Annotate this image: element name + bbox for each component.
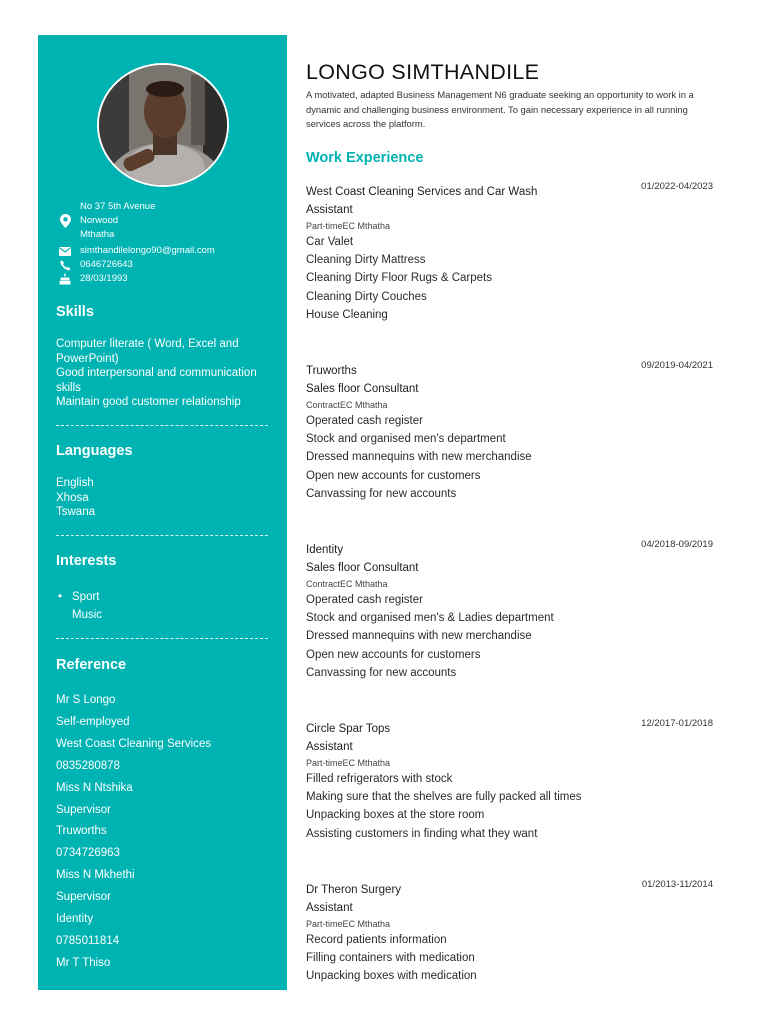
email-row xyxy=(56,244,276,258)
location-pin-icon xyxy=(58,214,72,228)
job-type: ContractEC Mthatha xyxy=(306,400,388,410)
reference-item: Supervisor xyxy=(56,891,111,904)
resume-header xyxy=(306,60,716,132)
job-duty: Open new accounts for customers xyxy=(306,469,481,482)
job-role: Sales floor Consultant xyxy=(306,562,419,574)
reference-item: Supervisor xyxy=(56,803,111,816)
job-dates: 04/2018-09/2019 xyxy=(641,539,713,550)
reference-item: 0835280878 xyxy=(56,759,120,772)
skill-item: Maintain good customer relationship xyxy=(56,396,241,408)
divider xyxy=(56,425,268,426)
contact-info xyxy=(56,200,276,286)
work-experience-heading: Work Experience xyxy=(306,150,424,166)
interest-item xyxy=(58,588,102,606)
job-dates: 09/2019-04/2021 xyxy=(641,360,713,371)
profile-photo xyxy=(97,63,229,187)
job-company: Dr Theron Surgery xyxy=(306,884,402,896)
language-item: English xyxy=(56,477,94,489)
job-type: ContractEC Mthatha xyxy=(306,579,388,589)
phone-text: 0646726643 xyxy=(80,259,133,270)
reference-heading: Reference xyxy=(56,657,127,673)
reference-item: Mr S Longo xyxy=(56,694,116,706)
reference-item: 0734726963 xyxy=(56,847,120,860)
reference-list xyxy=(56,690,271,975)
reference-item: Miss N Mkhethi xyxy=(56,869,135,882)
interest-label: Sport xyxy=(72,591,100,603)
job-entry xyxy=(306,541,716,682)
job-company: Identity xyxy=(306,544,344,556)
job-duty: Assisting customers in finding what they want xyxy=(306,827,538,840)
divider xyxy=(56,535,268,536)
language-item: Xhosa xyxy=(56,491,89,504)
interests-heading: Interests xyxy=(56,553,117,569)
phone-row xyxy=(56,258,276,272)
summary-text: A motivated, adapted Business Management N6 graduate seeking an opportunity to work in a dynamic and challenging business environment. To gain necessary experience in all running services across the platform. xyxy=(306,89,694,130)
job-duty: House Cleaning xyxy=(306,308,388,321)
job-company: Circle Spar Tops xyxy=(306,723,391,735)
address xyxy=(56,200,276,242)
skills-heading: Skills xyxy=(56,304,94,320)
job-duty: Stock and organised men's & Ladies department xyxy=(306,612,554,625)
job-role: Sales floor Consultant xyxy=(306,383,419,395)
reference-item: 0785011814 xyxy=(56,934,120,947)
reference-item: Mr T Thiso xyxy=(56,956,111,969)
email-text: simthandilelongo90@gmail.com xyxy=(80,245,215,256)
languages-list xyxy=(56,476,271,520)
reference-item: Identity xyxy=(56,913,94,926)
job-role: Assistant xyxy=(306,902,353,914)
reference-item: West Coast Cleaning Services xyxy=(56,737,212,750)
job-duty: Canvassing for new accounts xyxy=(306,487,457,500)
job-duty: Filling containers with medication xyxy=(306,952,475,965)
job-role: Assistant xyxy=(306,741,353,753)
skill-item: Computer literate ( Word, Excel and PowerPoint) xyxy=(56,338,239,365)
job-dates: 01/2022-04/2023 xyxy=(641,181,713,192)
address-line: No 37 5th Avenue xyxy=(80,201,156,212)
bullet-icon: • xyxy=(58,591,63,603)
reference-item: Self-employed xyxy=(56,715,130,728)
reference-item: Miss N Ntshika xyxy=(56,781,133,794)
job-type: Part-timeEC Mthatha xyxy=(306,221,391,231)
job-entry xyxy=(306,362,716,503)
job-entry xyxy=(306,881,716,986)
job-duty: Operated cash register xyxy=(306,415,423,427)
language-item: Tswana xyxy=(56,506,95,518)
job-dates: 01/2013-11/2014 xyxy=(641,879,713,890)
job-duty: Making sure that the shelves are fully packed all times xyxy=(306,791,582,804)
birthday-text: 28/03/1993 xyxy=(80,273,128,284)
job-duty: Filled refrigerators with stock xyxy=(306,773,453,785)
job-entry xyxy=(306,720,716,843)
job-duty: Record patients information xyxy=(306,934,447,946)
job-role: Assistant xyxy=(306,204,353,216)
job-duty: Unpacking boxes at the store room xyxy=(306,809,485,822)
job-duty: Unpacking boxes with medication xyxy=(306,970,477,983)
divider xyxy=(56,638,268,639)
job-duty: Canvassing for new accounts xyxy=(306,666,457,679)
address-line: Mthatha xyxy=(80,229,115,240)
job-duty: Cleaning Dirty Floor Rugs & Carpets xyxy=(306,272,492,285)
job-type: Part-timeEC Mthatha xyxy=(306,758,391,768)
candidate-name: LONGO SIMTHANDILE xyxy=(306,60,540,84)
job-duty: Operated cash register xyxy=(306,594,423,606)
cake-icon xyxy=(58,272,72,286)
interests-list xyxy=(58,588,103,624)
job-duty: Cleaning Dirty Mattress xyxy=(306,254,426,267)
job-dates: 12/2017-01/2018 xyxy=(641,718,713,729)
reference-item: Truworths xyxy=(56,825,107,838)
envelope-icon xyxy=(58,244,72,258)
job-entry xyxy=(306,183,716,324)
job-type: Part-timeEC Mthatha xyxy=(306,919,391,929)
skill-item: Good interpersonal and communication skills xyxy=(56,367,257,394)
job-duty: Car Valet xyxy=(306,236,354,248)
phone-icon xyxy=(58,258,72,272)
job-duty: Cleaning Dirty Couches xyxy=(306,290,427,303)
job-company: West Coast Cleaning Services and Car Wash xyxy=(306,186,538,198)
job-duty: Dressed mannequins with new merchandise xyxy=(306,630,532,643)
interest-item: Music xyxy=(72,609,103,621)
job-company: Truworths xyxy=(306,365,357,377)
job-duty: Dressed mannequins with new merchandise xyxy=(306,451,532,464)
skills-list xyxy=(56,337,271,410)
birthday-row xyxy=(56,272,276,286)
languages-heading: Languages xyxy=(56,443,133,459)
job-duty: Stock and organised men's department xyxy=(306,433,506,446)
job-duty: Open new accounts for customers xyxy=(306,648,481,661)
address-line: Norwood xyxy=(80,215,119,226)
sidebar xyxy=(38,35,287,990)
